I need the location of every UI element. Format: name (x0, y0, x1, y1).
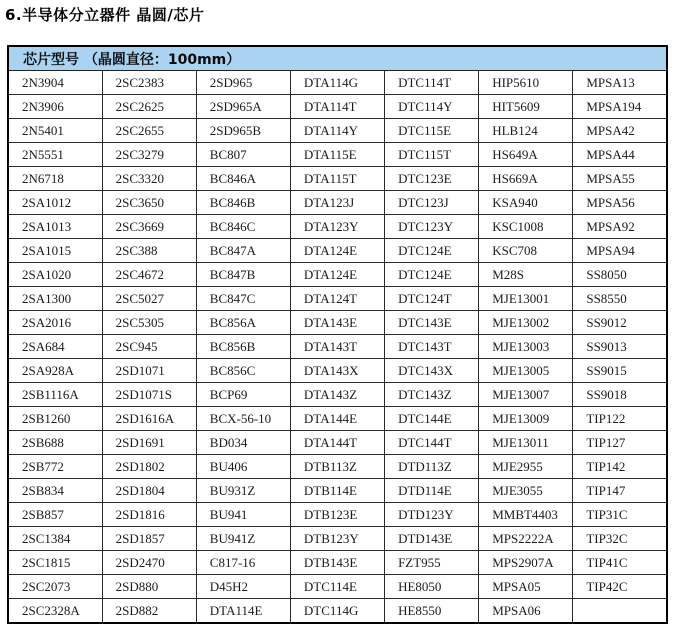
part-number-cell: 2SC388 (102, 239, 196, 263)
part-number-cell: 2SD882 (102, 599, 196, 624)
table-head (8, 46, 667, 71)
part-number-cell: SS8050 (573, 263, 667, 287)
part-number-cell: DTD143E (385, 527, 479, 551)
part-number-cell: MPSA94 (573, 239, 667, 263)
table-row (8, 359, 667, 383)
part-number-cell: 2SC5027 (102, 287, 196, 311)
table-row (8, 71, 667, 95)
part-number-cell: 2SC2328A (8, 599, 102, 624)
part-number-cell: 2SB834 (8, 479, 102, 503)
part-number-cell: DTA114E (196, 599, 290, 624)
part-number-cell: BU941Z (196, 527, 290, 551)
part-number-cell: 2SB688 (8, 431, 102, 455)
part-number-cell: 2SA1300 (8, 287, 102, 311)
part-number-cell: KSA940 (479, 191, 573, 215)
part-number-cell: 2SA684 (8, 335, 102, 359)
table-row (8, 551, 667, 575)
part-number-cell: DTC115E (385, 119, 479, 143)
part-number-cell: 2SD1691 (102, 431, 196, 455)
part-number-cell: MJE13011 (479, 431, 573, 455)
part-number-cell: MPSA194 (573, 95, 667, 119)
part-number-cell: 2SB1260 (8, 407, 102, 431)
page-title: 6.半导体分立器件 晶圆/芯片 (5, 6, 205, 24)
part-number-cell: BC847C (196, 287, 290, 311)
part-number-cell: 2SA928A (8, 359, 102, 383)
part-number-cell: MPSA44 (573, 143, 667, 167)
part-number-cell: MJE13003 (479, 335, 573, 359)
part-number-cell: SS8550 (573, 287, 667, 311)
part-number-cell: TIP127 (573, 431, 667, 455)
part-number-cell: DTA144E (290, 407, 384, 431)
part-number-cell: DTA143T (290, 335, 384, 359)
part-number-cell: MJE13007 (479, 383, 573, 407)
part-number-cell: BU931Z (196, 479, 290, 503)
part-number-cell: MJE13002 (479, 311, 573, 335)
part-number-cell: DTA114T (290, 95, 384, 119)
part-number-cell: BCP69 (196, 383, 290, 407)
part-number-cell: BC847A (196, 239, 290, 263)
part-number-cell: DTB143E (290, 551, 384, 575)
part-number-cell: DTA124T (290, 287, 384, 311)
part-number-cell: MJE13001 (479, 287, 573, 311)
part-number-cell: 2SD1071S (102, 383, 196, 407)
table-row (8, 527, 667, 551)
part-number-cell: DTA143X (290, 359, 384, 383)
part-number-cell: 2SC1384 (8, 527, 102, 551)
part-number-cell: SS9015 (573, 359, 667, 383)
part-number-cell: BC846B (196, 191, 290, 215)
part-number-cell: 2SD965A (196, 95, 290, 119)
part-number-cell: 2SB857 (8, 503, 102, 527)
part-number-cell: SS9013 (573, 335, 667, 359)
part-number-cell: 2SA1020 (8, 263, 102, 287)
table-row (8, 407, 667, 431)
part-number-cell: DTC144T (385, 431, 479, 455)
part-number-cell: MJE2955 (479, 455, 573, 479)
part-number-cell: MMBT4403 (479, 503, 573, 527)
part-number-cell: MPS2907A (479, 551, 573, 575)
part-number-cell: 2SD880 (102, 575, 196, 599)
part-number-cell: DTA114Y (290, 119, 384, 143)
part-number-cell: 2SC5305 (102, 311, 196, 335)
table-header-cell: 芯片型号 （晶圆直径：100mm） (8, 46, 667, 71)
part-number-cell: 2SC2655 (102, 119, 196, 143)
part-number-cell: HS669A (479, 167, 573, 191)
part-number-cell: 2SD1857 (102, 527, 196, 551)
part-number-cell: 2SC2073 (8, 575, 102, 599)
part-number-cell: FZT955 (385, 551, 479, 575)
table-row (8, 599, 667, 624)
part-number-cell: BC856C (196, 359, 290, 383)
part-number-cell: DTA114G (290, 71, 384, 95)
part-number-cell: MPSA92 (573, 215, 667, 239)
part-number-cell: DTC143T (385, 335, 479, 359)
part-number-cell: BC847B (196, 263, 290, 287)
part-number-cell: 2SC3650 (102, 191, 196, 215)
table-row (8, 239, 667, 263)
table-row (8, 335, 667, 359)
table-row (8, 479, 667, 503)
part-number-cell: DTC123E (385, 167, 479, 191)
part-number-cell: BC856A (196, 311, 290, 335)
part-number-cell: 2SD965 (196, 71, 290, 95)
part-number-cell: C817-16 (196, 551, 290, 575)
part-number-cell: DTC114Y (385, 95, 479, 119)
part-number-cell: TIP42C (573, 575, 667, 599)
part-number-cell: MPSA55 (573, 167, 667, 191)
part-number-cell: DTA115E (290, 143, 384, 167)
part-number-cell: DTA124E (290, 263, 384, 287)
part-number-cell: 2SC3669 (102, 215, 196, 239)
part-number-cell: DTC114T (385, 71, 479, 95)
part-number-cell: TIP32C (573, 527, 667, 551)
part-number-cell: DTC144E (385, 407, 479, 431)
part-number-cell: 2SB772 (8, 455, 102, 479)
part-number-cell: 2SD2470 (102, 551, 196, 575)
part-number-cell: 2N6718 (8, 167, 102, 191)
table-row (8, 167, 667, 191)
part-number-cell: M28S (479, 263, 573, 287)
part-number-cell: BC807 (196, 143, 290, 167)
part-number-cell: 2SD1804 (102, 479, 196, 503)
part-number-cell: 2SA1013 (8, 215, 102, 239)
part-number-cell: DTC114G (290, 599, 384, 624)
part-number-cell: DTA123J (290, 191, 384, 215)
part-number-cell: HS649A (479, 143, 573, 167)
part-number-cell: MPSA56 (573, 191, 667, 215)
part-number-cell: DTA143Z (290, 383, 384, 407)
part-number-cell: TIP122 (573, 407, 667, 431)
part-number-cell: MPSA05 (479, 575, 573, 599)
part-number-cell: MPS2222A (479, 527, 573, 551)
part-number-cell: DTC114E (290, 575, 384, 599)
table-row (8, 455, 667, 479)
part-number-cell: HIT5609 (479, 95, 573, 119)
part-number-cell: DTB123Y (290, 527, 384, 551)
part-number-cell: HE8550 (385, 599, 479, 624)
part-number-cell: 2SC2383 (102, 71, 196, 95)
table-row (8, 263, 667, 287)
part-number-cell: HIP5610 (479, 71, 573, 95)
part-number-cell: 2SC4672 (102, 263, 196, 287)
part-number-cell: 2SD1802 (102, 455, 196, 479)
part-number-cell: HLB124 (479, 119, 573, 143)
part-number-cell: MPSA42 (573, 119, 667, 143)
table-row (8, 503, 667, 527)
part-number-cell: DTD123Y (385, 503, 479, 527)
part-number-cell: MPSA13 (573, 71, 667, 95)
part-number-cell: TIP147 (573, 479, 667, 503)
part-number-cell: 2SD1616A (102, 407, 196, 431)
part-number-cell: DTC123J (385, 191, 479, 215)
part-number-cell: MJE13005 (479, 359, 573, 383)
part-number-cell: BU941 (196, 503, 290, 527)
table-row (8, 191, 667, 215)
part-number-cell: 2SA1012 (8, 191, 102, 215)
part-number-cell: 2SD965B (196, 119, 290, 143)
table-row (8, 143, 667, 167)
table-row (8, 383, 667, 407)
part-number-cell: 2N3904 (8, 71, 102, 95)
part-number-cell: DTC123Y (385, 215, 479, 239)
table-row (8, 287, 667, 311)
table-row (8, 575, 667, 599)
part-number-cell: 2SB1116A (8, 383, 102, 407)
part-number-cell: 2SA2016 (8, 311, 102, 335)
table-row (8, 431, 667, 455)
table-header-row (8, 46, 667, 71)
part-number-cell: 2N5401 (8, 119, 102, 143)
table-body (8, 71, 667, 624)
part-number-cell: DTC115T (385, 143, 479, 167)
part-number-cell: BC856B (196, 335, 290, 359)
part-number-cell: TIP31C (573, 503, 667, 527)
part-number-cell: DTC143E (385, 311, 479, 335)
part-number-cell: DTA144T (290, 431, 384, 455)
part-number-cell: 2SC3320 (102, 167, 196, 191)
part-number-cell: DTD114E (385, 479, 479, 503)
part-number-cell: SS9018 (573, 383, 667, 407)
part-number-cell: D45H2 (196, 575, 290, 599)
part-number-cell: DTC124E (385, 239, 479, 263)
part-number-cell: DTB114E (290, 479, 384, 503)
part-number-cell: 2N5551 (8, 143, 102, 167)
part-number-cell: BC846C (196, 215, 290, 239)
part-number-cell: DTA124E (290, 239, 384, 263)
part-number-cell: HE8050 (385, 575, 479, 599)
part-number-cell: MJE13009 (479, 407, 573, 431)
part-number-cell: DTD113Z (385, 455, 479, 479)
part-number-cell: 2SC2625 (102, 95, 196, 119)
part-number-cell: TIP142 (573, 455, 667, 479)
part-number-cell: BC846A (196, 167, 290, 191)
part-number-cell: DTB113Z (290, 455, 384, 479)
part-number-cell: MJE3055 (479, 479, 573, 503)
part-number-cell: BCX-56-10 (196, 407, 290, 431)
part-number-cell (573, 599, 667, 624)
table-row (8, 311, 667, 335)
part-number-cell: 2N3906 (8, 95, 102, 119)
part-number-cell: 2SA1015 (8, 239, 102, 263)
part-number-cell: DTC143Z (385, 383, 479, 407)
part-number-cell: DTA143E (290, 311, 384, 335)
part-number-cell: KSC1008 (479, 215, 573, 239)
part-number-cell: BU406 (196, 455, 290, 479)
part-number-cell: SS9012 (573, 311, 667, 335)
part-number-cell: 2SC1815 (8, 551, 102, 575)
part-number-cell: BD034 (196, 431, 290, 455)
part-number-cell: DTC124E (385, 263, 479, 287)
chip-model-table (7, 45, 668, 624)
part-number-cell: DTC124T (385, 287, 479, 311)
table-row (8, 215, 667, 239)
part-number-cell: KSC708 (479, 239, 573, 263)
part-number-cell: 2SD1071 (102, 359, 196, 383)
table-row (8, 119, 667, 143)
part-number-cell: DTB123E (290, 503, 384, 527)
part-number-cell: DTC143X (385, 359, 479, 383)
part-number-cell: DTA115T (290, 167, 384, 191)
part-number-cell: MPSA06 (479, 599, 573, 624)
part-number-cell: TIP41C (573, 551, 667, 575)
part-number-cell: DTA123Y (290, 215, 384, 239)
part-number-cell: 2SC945 (102, 335, 196, 359)
part-number-cell: 2SC3279 (102, 143, 196, 167)
table-row (8, 95, 667, 119)
part-number-cell: 2SD1816 (102, 503, 196, 527)
